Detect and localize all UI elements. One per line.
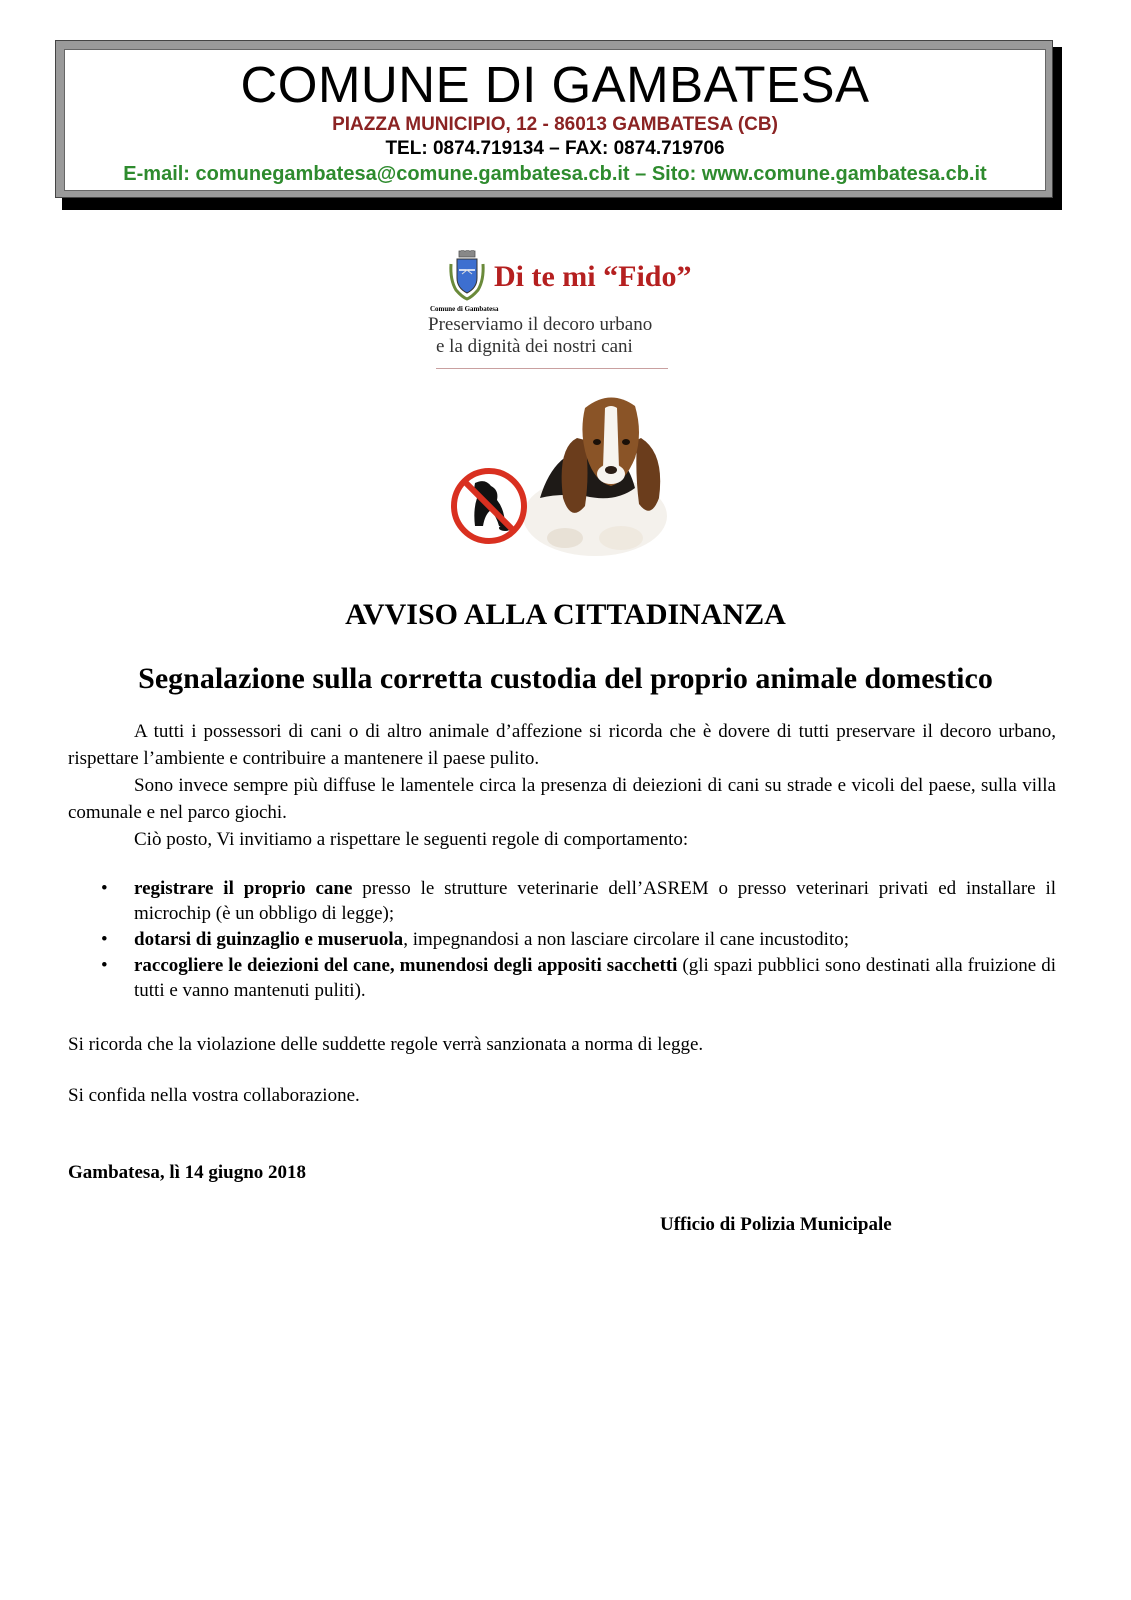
municipality-email-site: E-mail: comunegambatesa@comune.gambatesa.cb.it – Sito: www.comune.gambatesa.cb.it [123,163,987,185]
campaign-brand: Di te mi “Fido” [494,260,692,293]
letterhead [55,40,1063,205]
letterhead-frame [55,40,1053,198]
bullet-icon: • [101,878,108,899]
body-paragraph-2: Sono invece sempre più diffuse le lamentele circa la presenza di deiezioni di cani su strade e vicoli del paese, sulla villa comunale e nel parco giochi. [68,775,1056,823]
list-item [68,953,1056,1003]
bullet-icon: • [101,929,108,950]
legal-warning: Si ricorda che la violazione delle suddette regole verrà sanzionata a norma di legge. [68,1034,704,1055]
body-paragraph-3: Ciò posto, Vi invitiamo a rispettare le seguenti regole di comportamento: [134,829,689,850]
municipality-address: PIAZZA MUNICIPIO, 12 - 86013 GAMBATESA (CB) [332,114,778,135]
campaign-tagline-2: e la dignità dei nostri cani [436,336,633,357]
list-item [68,927,1056,952]
rule-emphasis: registrare il proprio cane [134,878,353,899]
date-line: Gambatesa, lì 14 giugno 2018 [68,1162,307,1183]
logo-divider [436,368,668,369]
municipality-phone-fax: TEL: 0874.719134 – FAX: 0874.719706 [385,138,725,159]
letterhead-inner [64,49,1046,191]
no-dog-fouling-sign-icon [445,378,677,558]
rule-text: (gli spazi pubblici sono destinati alla fruizione di tutti e vanno mantenuti puliti). [134,955,1056,1001]
campaign-logo [428,250,692,380]
body-paragraph-1: A tutti i possessori di cani o di altro animale d’affezione si ricorda che è dovere di tutti preservare il decoro urbano, rispettare l’ambiente e contribuire a mantenere il paese pulito. [68,721,1056,769]
rule-emphasis: dotarsi di guinzaglio e museruola [134,929,404,950]
rule-text: , impegnandosi a non lasciare circolare il cane incustodito; [403,929,850,950]
rule-text: presso le strutture veterinarie dell’ASREM o presso veterinari privati ed installare il microchip (è un obbligo di legge); [134,878,1056,924]
rules-list [68,876,1056,1004]
rule-emphasis: raccogliere le deiezioni del cane, munendosi degli appositi sacchetti [134,955,678,976]
notice-body [68,718,1056,853]
municipality-title: COMUNE DI GAMBATESA [240,56,870,113]
town-crest-icon [446,250,488,302]
notice-subtitle: Segnalazione sulla corretta custodia del proprio animale domestico [138,662,993,695]
signature-office: Ufficio di Polizia Municipale [660,1214,892,1235]
crest-caption: Comune di Gambatesa [430,305,499,313]
closing-thanks: Si confida nella vostra collaborazione. [68,1085,360,1106]
bullet-icon: • [101,955,108,976]
notice-title: AVVISO ALLA CITTADINANZA [345,598,786,631]
list-item [68,876,1056,926]
campaign-tagline-1: Preserviamo il decoro urbano [428,314,653,335]
